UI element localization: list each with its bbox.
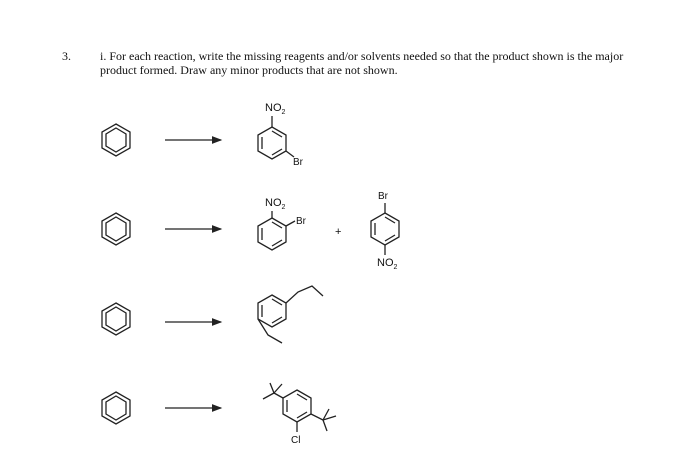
nitro-label-2: $NO_2$ xyxy=(265,197,286,211)
plus-sign: + xyxy=(335,226,342,238)
product-3-bromonitrobenzene xyxy=(258,116,294,159)
product-4-bromonitrobenzene xyxy=(371,203,399,255)
benzene-reactant-4 xyxy=(102,392,130,424)
question-prompt: i. For each reaction, write the missing reagents and/or solvents needed so that the product shown is the major product formed. Draw any minor products that are not shown. xyxy=(100,49,624,77)
question-number: 3. xyxy=(62,49,71,63)
benzene-reactant-3 xyxy=(102,303,130,335)
product-di-tert-butylchlorobenzene xyxy=(263,383,336,432)
bromo-label-2: Br xyxy=(296,216,306,227)
nitro-label-3: $NO_2$ xyxy=(377,257,398,271)
nitro-label-1: $NO_2$ xyxy=(265,102,286,116)
benzene-reactant-2 xyxy=(102,213,130,245)
product-allyl-ethylbenzene xyxy=(258,286,323,343)
bromo-label-3: Br xyxy=(378,191,388,202)
product-2-bromonitrobenzene xyxy=(258,211,295,250)
bromo-label-1: Br xyxy=(293,157,303,168)
benzene-reactant-1 xyxy=(102,124,130,156)
chloro-label: Cl xyxy=(291,435,301,446)
